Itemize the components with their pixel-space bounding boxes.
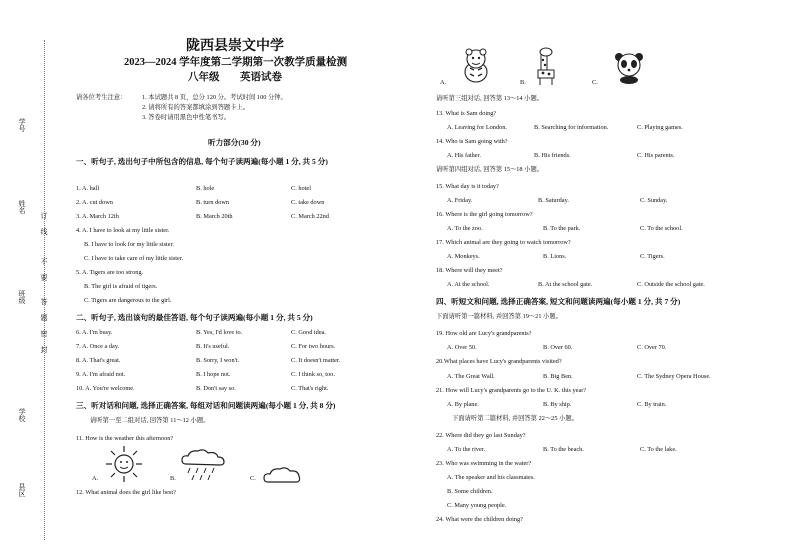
question: 13. What is Sam doing?	[436, 110, 497, 117]
option: 3. A. March 12th	[76, 213, 119, 220]
option: C. The Sydney Opera House.	[637, 373, 711, 380]
option: A. The speaker and his classmates.	[447, 474, 535, 481]
option: C. It doesn't matter.	[291, 357, 341, 364]
side-label-school: 学校	[18, 408, 26, 422]
option: B. His friends.	[534, 152, 571, 159]
option: B. By ship.	[543, 401, 572, 408]
question: 16. Where is the girl going tomorrow?	[436, 211, 533, 218]
seal-char: 订	[40, 212, 48, 219]
option: 6. A. I'm busy.	[76, 329, 113, 336]
option: A. At the school.	[447, 281, 490, 288]
seal-char: 封	[40, 346, 48, 353]
option: A. Monkeys.	[447, 253, 480, 260]
question: 20.What places have Lucy's grandparents visited?	[436, 358, 562, 365]
side-label-name: 姓名	[18, 200, 26, 214]
tiger-picture	[456, 46, 496, 86]
option: B. Sorry, I won't.	[196, 357, 240, 364]
option: 7. A. Once a day.	[76, 343, 120, 350]
option: B. Big Ben.	[543, 373, 573, 380]
option: C. Good idea.	[291, 329, 326, 336]
seal-char: 不	[40, 258, 48, 265]
seal-char: 要	[40, 274, 48, 281]
option: A. His father.	[447, 152, 481, 159]
option: C. His parents.	[637, 152, 675, 159]
option-label: C.	[592, 79, 598, 86]
option: C. By train.	[637, 401, 667, 408]
notice-line: 2. 请将所有的答案都填涂到答题卡上。	[142, 104, 250, 111]
group-intro: 请听第一至二组对话, 回答第 11～12 小题。	[90, 417, 210, 424]
option: C. I have to take care of my little sister.	[84, 255, 184, 262]
option: C. Tigers.	[640, 253, 665, 260]
school-name: 陇西县崇文中学	[186, 39, 284, 54]
question: 24. What were the children doing?	[436, 516, 523, 523]
section-title: 四、听短文和问题, 选择正确答案, 短文和问题读两遍(每小题 1 分, 共 7 分)	[436, 297, 681, 306]
option: A. Friday.	[447, 197, 473, 204]
group-intro: 下面请听第一篇材料, 并回答第 19～21 小题。	[436, 313, 562, 320]
option: B. I have to look for my little sister.	[84, 241, 174, 248]
question: 14. Who is Sam going with?	[436, 138, 508, 145]
question: 18. Where will they meet?	[436, 267, 503, 274]
option: 8. A. That's great.	[76, 357, 121, 364]
exam-grade: 八年级	[188, 72, 220, 83]
question: 21. How will Lucy's grandparents go to the U. K. this year?	[436, 387, 587, 394]
option: A. By plane.	[447, 401, 479, 408]
option: B. It's useful.	[196, 343, 230, 350]
giraffe-picture	[532, 44, 564, 86]
option: B. To the park.	[543, 225, 581, 232]
option: B. Don't say so.	[196, 385, 236, 392]
side-label-student-id: 学号	[18, 118, 26, 132]
option: B. Lions.	[543, 253, 567, 260]
option: C. To the school.	[640, 225, 683, 232]
option: C. That's right.	[291, 385, 329, 392]
option: C. To the lake.	[640, 446, 677, 453]
option: 9. A. I'm afraid not.	[76, 371, 126, 378]
question: 15. What day is it today?	[436, 183, 499, 190]
question: 11. How is the weather this afternoon?	[76, 435, 174, 442]
option: B. March 20th	[196, 213, 233, 220]
group-intro: 请听第四组对话, 回答第 15～18 小题。	[436, 166, 544, 173]
section-title: 一、听句子, 选出句子中所包含的信息, 每个句子读两遍(每小题 1 分, 共 5 分)	[76, 157, 328, 166]
notice-line: 3. 答卷时请用黑色中性笔书写。	[142, 114, 231, 121]
section-title: 二、听句子, 选出该句的最佳答语, 每个句子读两遍(每小题 1 分, 共 5 分)	[76, 313, 313, 322]
option: A. To the zoo.	[447, 225, 483, 232]
option: C. Playing games.	[637, 124, 683, 131]
seal-char: 题	[40, 314, 48, 321]
option: B. turn down	[196, 199, 230, 206]
option: C. Sunday.	[640, 197, 668, 204]
option: 1. A. hall	[76, 185, 100, 192]
option: 5. A. Tigers are too strong.	[76, 269, 144, 276]
exam-subject: 英语试卷	[240, 72, 282, 83]
option-label: A.	[92, 475, 99, 482]
option: 2. A. cut down	[76, 199, 113, 206]
group-intro: 请听第三组对话, 回答第 13～14 小题。	[436, 95, 544, 102]
seal-char: 密	[40, 330, 48, 337]
sun-picture	[104, 444, 144, 484]
question: 22. Where did they go last Sunday?	[436, 432, 526, 439]
option: C. Tigers are dangerous to the girl.	[84, 297, 172, 304]
notice-line: 1. 本试题共 8 页，总分 120 分。考试时间 100 分钟。	[142, 94, 287, 101]
option: C. Many young people.	[447, 502, 507, 509]
option: B. I hope not.	[196, 371, 231, 378]
option: C. hotel	[291, 185, 311, 192]
option-label: A.	[440, 79, 447, 86]
option: C. take down	[291, 199, 325, 206]
option: B. To the beach.	[543, 446, 584, 453]
option: B. Over 60.	[543, 344, 573, 351]
listening-title: 听力部分(30 分)	[208, 138, 261, 147]
option: C. March 22nd	[291, 213, 329, 220]
option: A. To the river.	[447, 446, 486, 453]
option: B. Searching for information.	[534, 124, 609, 131]
question: 19. How old are Lucy's grandparents?	[436, 330, 532, 337]
binding-line	[44, 40, 45, 540]
question: 23. Who was swimming in the water?	[436, 460, 532, 467]
option: B. hole	[196, 185, 215, 192]
option: 4. A. I have to look at my little sister.	[76, 227, 170, 234]
seal-char: 答	[40, 298, 48, 305]
notice-label: 请各位考生注意：	[76, 94, 127, 101]
section-title: 三、听对话和问题, 选择正确答案, 每组对话和问题读两遍(每小题 1 分, 共 8 分)	[76, 401, 336, 410]
seal-char: 线	[40, 228, 48, 235]
cloud-picture	[262, 462, 302, 486]
option: B. At the school gate.	[538, 281, 593, 288]
option: A. The Great Wall.	[447, 373, 495, 380]
question: 17. Which animal are they going to watch tomorrow?	[436, 239, 571, 246]
option: A. Leaving for London.	[447, 124, 507, 131]
option: B. Yes, I'd love to.	[196, 329, 243, 336]
option-label: C.	[250, 475, 256, 482]
option: A. Over 50.	[447, 344, 477, 351]
option: 10. A. You're welcome.	[76, 385, 135, 392]
option: B. Saturday.	[538, 197, 569, 204]
option-label: B.	[170, 475, 176, 482]
rain-picture	[178, 448, 228, 482]
side-label-class: 班级	[18, 290, 26, 304]
panda-picture	[612, 50, 646, 84]
question: 12. What animal does the girl like best?	[76, 489, 176, 496]
side-label-county: 县区	[18, 483, 26, 497]
group-intro: 下面请听第二篇材料, 并回答第 22～25 小题。	[452, 415, 578, 422]
option-label: B.	[520, 79, 526, 86]
option: B. Some children.	[447, 488, 493, 495]
exam-term: 2023—2024 学年度第二学期第一次教学质量检测	[124, 57, 348, 68]
option: C. For two hours.	[291, 343, 336, 350]
option: B. The girl is afraid of tigers.	[84, 283, 158, 290]
option: C. I think so, too.	[291, 371, 335, 378]
option: C. Over 70.	[637, 344, 667, 351]
option: C. Outside the school gate.	[637, 281, 705, 288]
